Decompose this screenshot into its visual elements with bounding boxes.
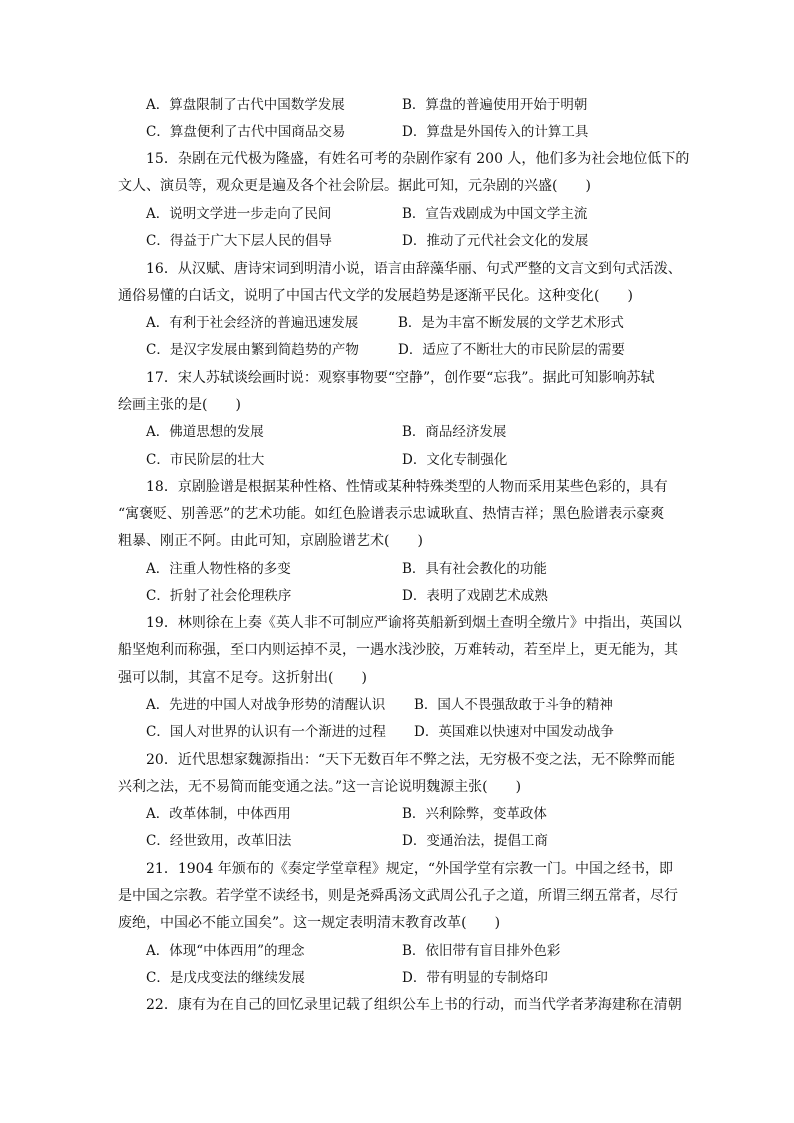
q16-option-a: A．有利于社会经济的普遍迅速发展 [146, 315, 359, 331]
q16-option-b: B．是为丰富不断发展的文学艺术形式 [398, 315, 624, 331]
q15-option-b: B．宣告戏剧成为中国文学主流 [402, 206, 588, 222]
q15-stem-line-1: 15．杂剧在元代极为隆盛，有姓名可考的杂剧作家有 200 人，他们多为社会地位低下的 [146, 151, 690, 167]
q19-option-b: B．国人不畏强敌敢于斗争的精神 [414, 697, 613, 713]
q22-stem-line-1: 22．康有为在自己的回忆录里记载了组织公车上书的行动，而当代学者茅海建称在清朝 [146, 997, 682, 1013]
q17-option-a: A．佛道思想的发展 [146, 424, 264, 440]
q21-stem-line-1: 21．1904 年颁布的《奏定学堂章程》规定，“外国学堂有宗教一门。中国之经书，即 [146, 861, 674, 877]
q17-option-c: C．市民阶层的壮大 [146, 452, 265, 468]
q21-stem-line-3: 废绝，中国必不能立国矣”。这一规定表明清末教育改革( ) [118, 915, 501, 931]
q18-option-b: B．具有社会教化的功能 [402, 561, 547, 577]
q15-stem-line-2: 文人、演员等，观众更是遍及各个社会阶层。据此可知，元杂剧的兴盛( ) [118, 178, 591, 194]
q16-stem-line-1: 16．从汉赋、唐诗宋词到明清小说，语言由辞藻华丽、句式严整的文言文到句式活泼、 [146, 261, 682, 277]
q21-option-a: A．体现“中体西用”的理念 [146, 943, 305, 959]
q18-option-c: C．折射了社会伦理秩序 [146, 588, 292, 604]
q21-option-b: B．依旧带有盲目排外色彩 [402, 943, 561, 959]
q17-stem-line-1: 17．宋人苏轼谈绘画时说：观察事物要“空静”，创作要“忘我”。据此可知影响苏轼 [146, 370, 655, 386]
q18-stem-line-1: 18．京剧脸谱是根据某种性格、性情或某种特殊类型的人物而采用某些色彩的，具有 [146, 479, 668, 495]
q16-stem-line-2: 通俗易懂的白话文，说明了中国古代文学的发展趋势是逐渐平民化。这种变化( ) [118, 288, 633, 304]
q15-option-a: A．说明文学进一步走向了民间 [146, 206, 332, 222]
q15-option-c: C．得益于广大下层人民的倡导 [146, 233, 332, 249]
q19-option-d: D．英国难以快速对中国发动战争 [414, 724, 614, 740]
q17-option-d: D．文化专制强化 [402, 452, 508, 468]
q17-stem-line-2: 绘画主张的是( ) [118, 397, 241, 413]
q14-option-c: C．算盘便利了古代中国商品交易 [146, 124, 346, 140]
q20-stem-line-1: 20．近代思想家魏源指出：“天下无数百年不弊之法，无穷极不变之法，无不除弊而能 [146, 752, 675, 768]
q20-stem-line-2: 兴利之法，无不易简而能变通之法。”这一言论说明魏源主张( ) [118, 779, 522, 795]
q14-option-d: D．算盘是外国传入的计算工具 [402, 124, 589, 140]
q21-option-d: D．带有明显的专制烙印 [402, 970, 548, 986]
q19-option-a: A．先进的中国人对战争形势的清醒认识 [146, 697, 386, 713]
q17-option-b: B．商品经济发展 [402, 424, 507, 440]
q18-stem-line-3: 粗暴、刚正不阿。由此可知，京剧脸谱艺术( ) [118, 533, 423, 549]
q19-option-c: C．国人对世界的认识有一个渐进的过程 [146, 724, 386, 740]
q20-option-a: A．改革体制，中体西用 [146, 806, 291, 822]
q20-option-d: D．变通治法，提倡工商 [402, 833, 548, 849]
q18-option-a: A．注重人物性格的多变 [146, 561, 291, 577]
q19-stem-line-3: 强可以制，其富不足夸。这折射出( ) [118, 670, 367, 686]
q14-option-a: A．算盘限制了古代中国数学发展 [146, 97, 345, 113]
q19-stem-line-1: 19．林则徐在上奏《英人非不可制应严谕将英船新到烟土查明全缴片》中指出，英国以 [146, 615, 682, 631]
q15-option-d: D．推动了元代社会文化的发展 [402, 233, 589, 249]
q14-option-b: B．算盘的普遍使用开始于明朝 [402, 97, 588, 113]
q16-option-c: C．是汉字发展由繁到简趋势的产物 [146, 342, 359, 358]
q16-option-d: D．适应了不断壮大的市民阶层的需要 [398, 342, 625, 358]
q21-option-c: C．是戊戌变法的继续发展 [146, 970, 305, 986]
q18-option-d: D．表明了戏剧艺术成熟 [402, 588, 548, 604]
q19-stem-line-2: 船坚炮利而称强，至口内则运掉不灵，一遇水浅沙胶，万难转动，若至岸上，更无能为，其 [118, 642, 678, 658]
q21-stem-line-2: 是中国之宗教。若学堂不读经书，则是尧舜禹汤文武周公孔子之道，所谓三纲五常者，尽行 [118, 888, 678, 904]
q20-option-c: C．经世致用，改革旧法 [146, 833, 292, 849]
q18-stem-line-2: “寓褒贬、别善恶”的艺术功能。如红色脸谱表示忠诚耿直、热情吉祥；黑色脸谱表示豪爽 [118, 506, 665, 522]
q20-option-b: B．兴利除弊，变革政体 [402, 806, 547, 822]
